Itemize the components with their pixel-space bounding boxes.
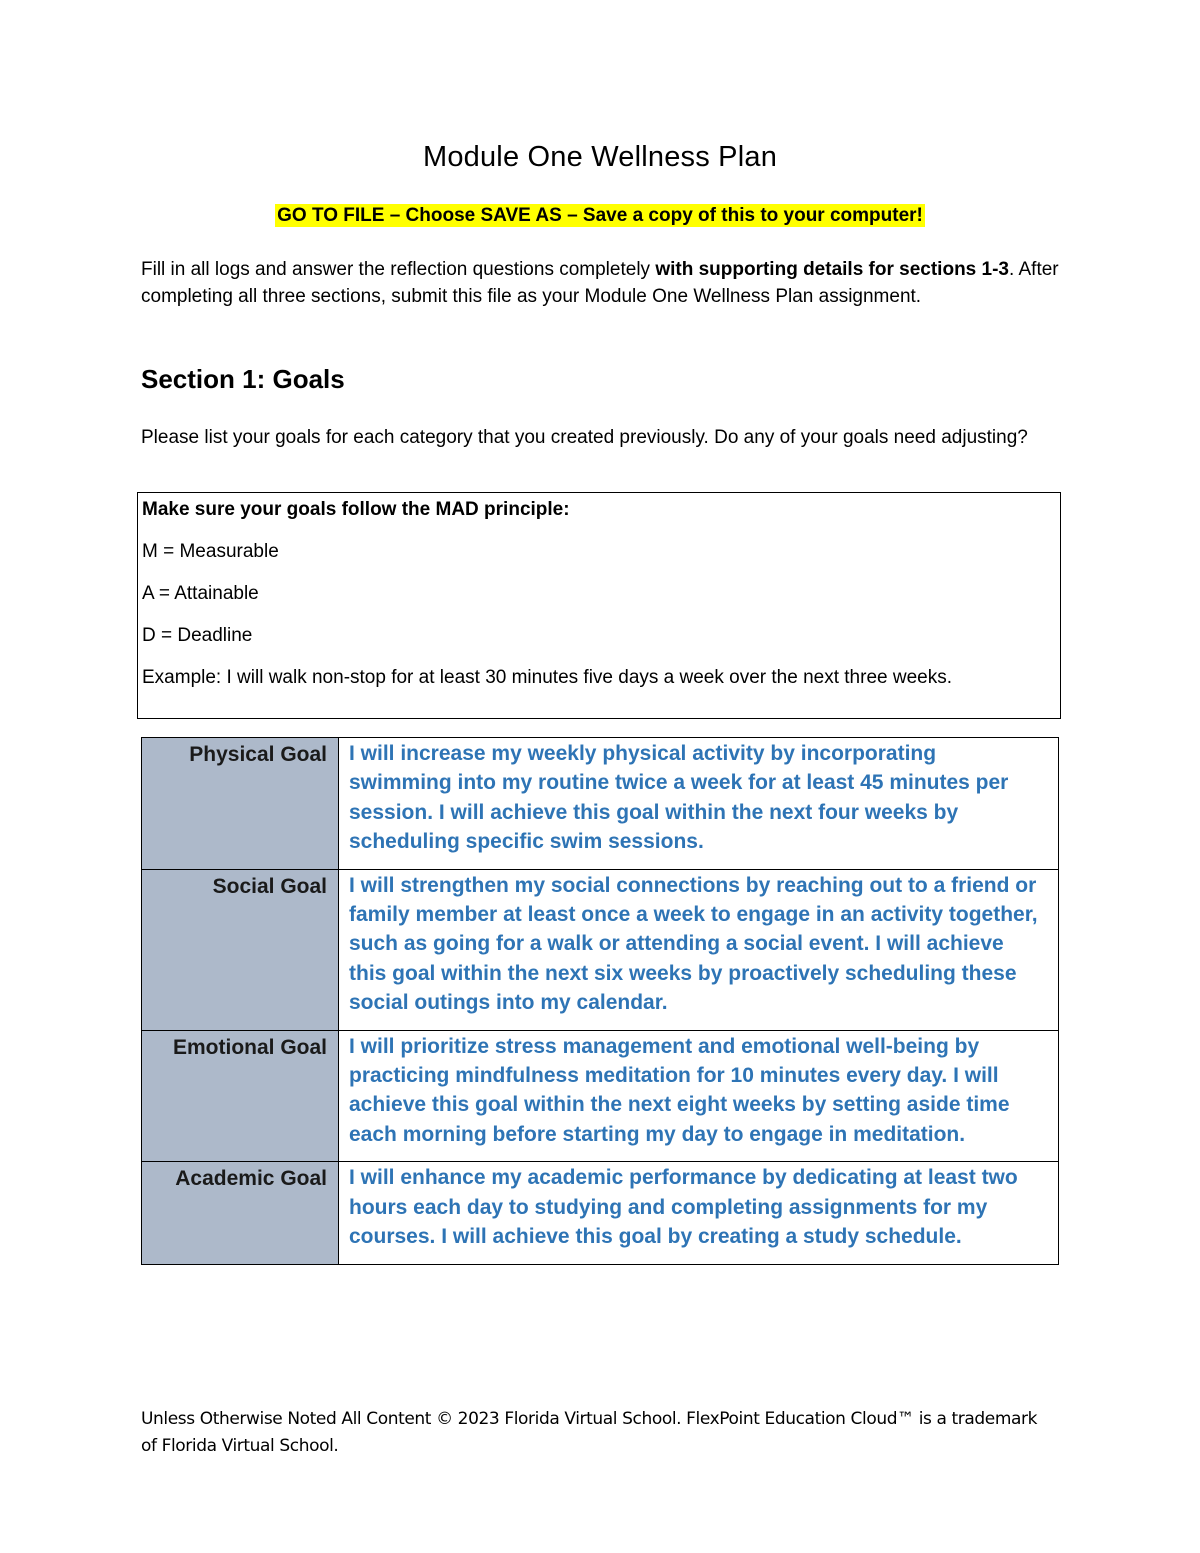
academic-goal-text[interactable]: I will enhance my academic performance by dedicating at least two hours each day to studying and completing assignments for my courses. I will achieve this goal by creating a study schedule. [339, 1162, 1059, 1264]
mad-principle-box [137, 492, 1061, 719]
mad-deadline: D = Deadline [142, 625, 253, 646]
emotional-goal-label: Emotional Goal [142, 1030, 339, 1162]
section-1-prompt: Please list your goals for each category that you created previously. Do any of your goals need adjusting? [141, 427, 1028, 448]
mad-heading: Make sure your goals follow the MAD principle: [142, 499, 570, 520]
highlighted-banner: GO TO FILE – Choose SAVE AS – Save a copy of this to your computer! [277, 205, 923, 226]
copyright-footer: Unless Otherwise Noted All Content © 2023 Florida Virtual School. FlexPoint Education Cloud™ is a trademark of Florida Virtual School. [141, 1409, 1038, 1456]
mad-example: Example: I will walk non-stop for at least 30 minutes five days a week over the next three weeks. [142, 667, 952, 688]
table-row [142, 738, 1059, 870]
section-1-heading: Section 1: Goals [141, 364, 345, 394]
academic-goal-label: Academic Goal [142, 1162, 339, 1264]
table-row [142, 1030, 1059, 1162]
table-row [142, 869, 1059, 1030]
intro-text-2: . After completing all three sections, submit this file as your Module One Wellness Plan assignment. [141, 259, 1059, 307]
social-goal-label: Social Goal [142, 869, 339, 1030]
social-goal-text[interactable]: I will strengthen my social connections by reaching out to a friend or family member at least once a week to engage in an activity together, such as going for a walk or attending a social event. I will achieve this goal within the next six weeks by proactively scheduling these social outings into my calendar. [339, 869, 1059, 1030]
mad-attainable: A = Attainable [142, 583, 259, 604]
intro-paragraph [141, 256, 1061, 310]
goals-table [141, 737, 1059, 1265]
mad-measurable: M = Measurable [142, 541, 279, 562]
intro-text-1: Fill in all logs and answer the reflection questions completely [141, 259, 656, 280]
intro-bold-text: with supporting details for sections 1-3 [655, 259, 1009, 280]
table-row [142, 1162, 1059, 1264]
physical-goal-label: Physical Goal [142, 738, 339, 870]
emotional-goal-text[interactable]: I will prioritize stress management and emotional well-being by practicing mindfulness meditation for 10 minutes every day. I will achieve this goal within the next eight weeks by setting aside time each morning before starting my day to engage in meditation. [339, 1030, 1059, 1162]
physical-goal-text[interactable]: I will increase my weekly physical activity by incorporating swimming into my routine twice a week for at least 45 minutes per session. I will achieve this goal within the next four weeks by scheduling specific swim sessions. [339, 738, 1059, 870]
document-title: Module One Wellness Plan [422, 141, 778, 173]
save-instruction [0, 205, 1200, 227]
